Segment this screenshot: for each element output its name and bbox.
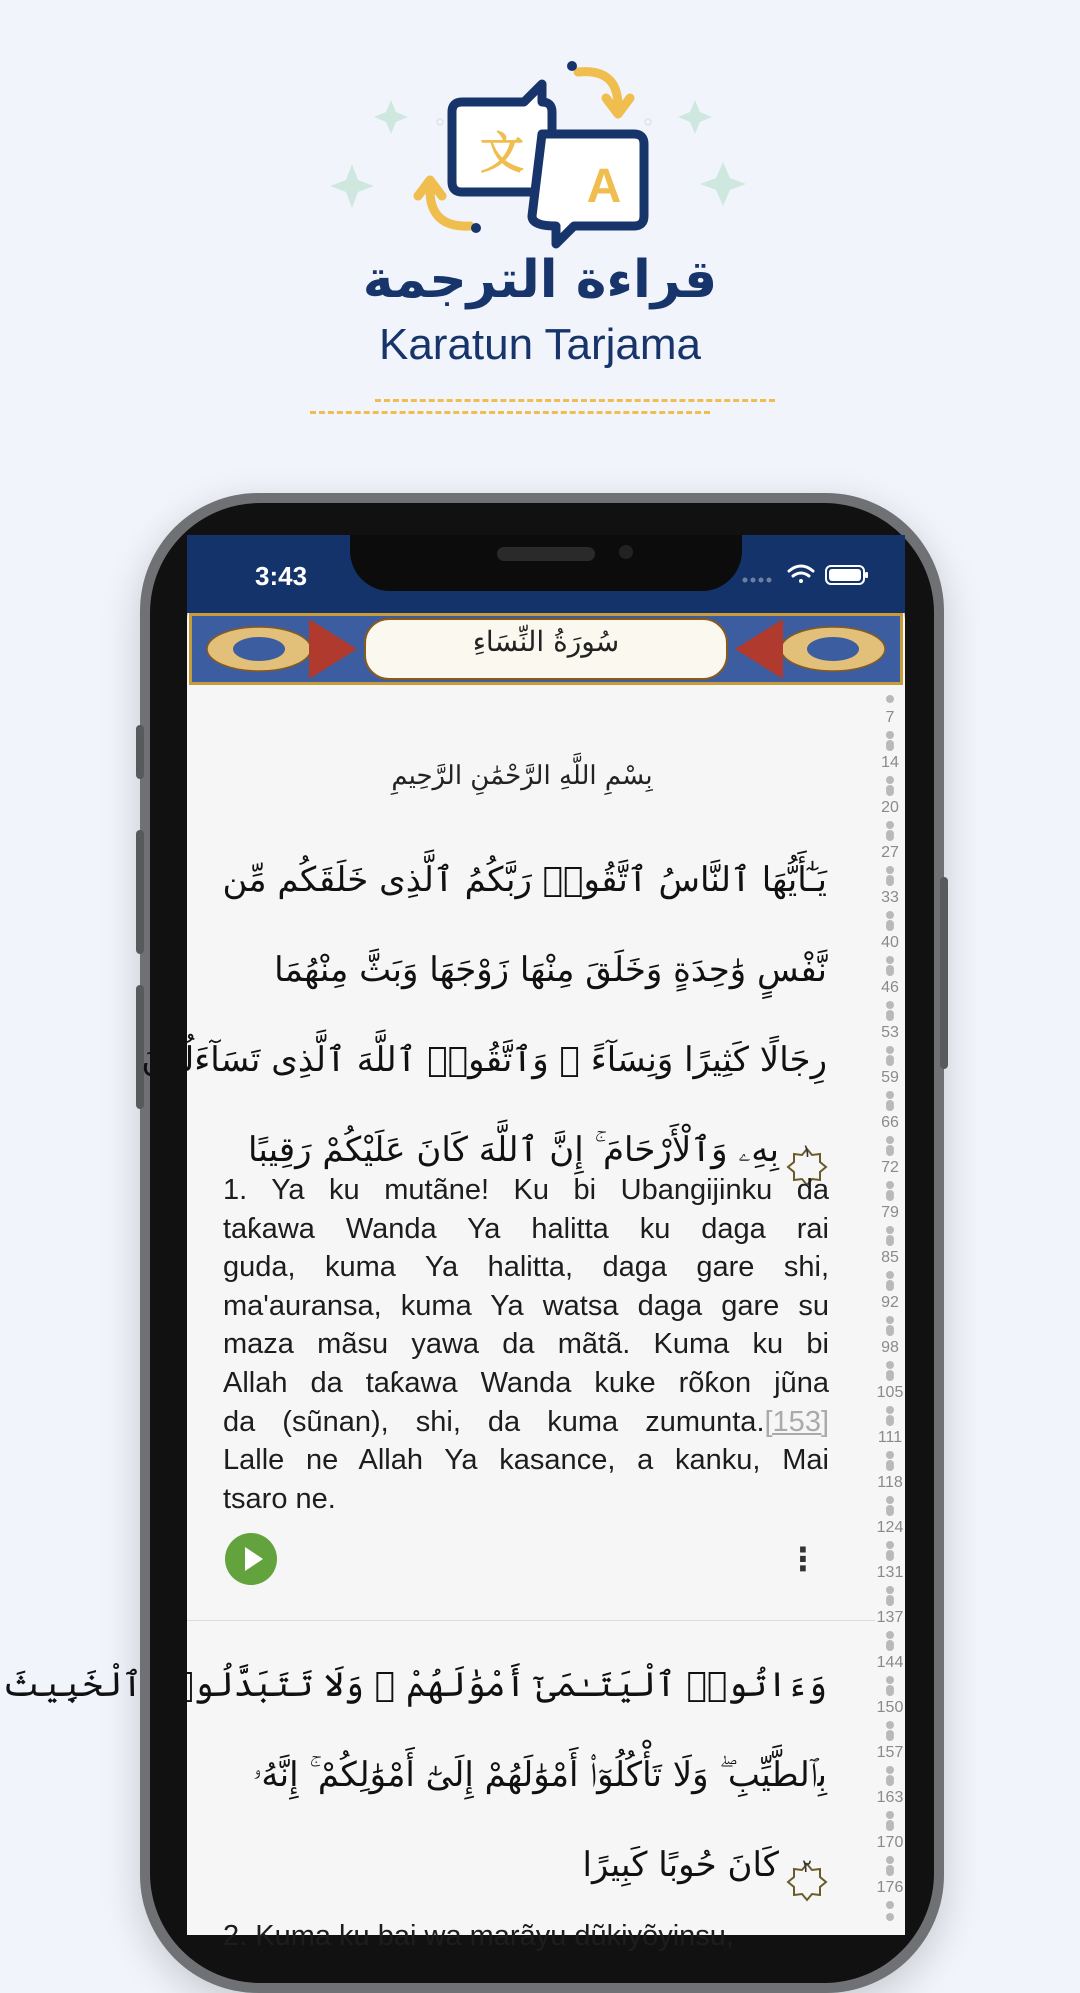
verse-index-dot [886,821,894,829]
decorative-divider [310,411,710,414]
verse-index-dot [886,1100,894,1108]
verse-index-dot [886,866,894,874]
verse-index-dot [886,1055,894,1063]
phone-volume-up [136,830,144,954]
verse-index-dot [886,1766,894,1774]
verse-index-dot [886,1541,894,1549]
verse-index-dot [886,1775,894,1783]
ayah-number: ١ [802,1141,812,1162]
verse-index-dot [886,1505,894,1513]
verse-index-dot [886,1820,894,1828]
verse-index-dot [886,1316,894,1324]
phone-power-button [940,877,948,1069]
verse-index-number[interactable]: 7 [885,709,895,726]
arabic-line: وَءَاتُوا۟ ٱلْيَتَـٰمَىٰٓ أَمْوَٰلَهُمْ ۖ وَلَا تَتَبَدَّلُوا۟ ٱلْخَبِيثَ [2,1665,827,1705]
verse-index-number[interactable]: 20 [881,799,899,816]
more-vertical-icon[interactable]: ⋮ [787,1540,819,1578]
verse-index-dot [886,740,894,748]
verse-divider [187,1620,875,1621]
verse-index-dot [886,1676,894,1684]
verse-index-number[interactable]: 163 [876,1789,904,1806]
verse-index-number[interactable]: 59 [881,1069,899,1086]
verse-index-dot [886,1730,894,1738]
verse-index-dot [886,920,894,928]
arabic-line: كَانَ حُوبًا كَبِيرًا [582,1845,779,1885]
promo-title-arabic: قراءة الترجمة [362,250,718,310]
verse-index-dot [886,1406,894,1414]
verse-index-dot [886,1865,894,1873]
translation-line: guda, kuma Ya halitta, daga gare shi, [223,1251,829,1284]
verse-index-dot [886,785,894,793]
play-audio-button[interactable] [225,1533,277,1585]
verse-index-dot [886,1901,894,1909]
verse-index-number[interactable]: 14 [881,754,899,771]
verse-index-number[interactable]: 72 [881,1159,899,1176]
verse-index-dot [886,1811,894,1819]
status-bar [187,535,905,613]
verse-index-number[interactable]: 170 [876,1834,904,1851]
verse-index-dot [886,695,894,703]
verse-index-dot [886,776,894,784]
phone-camera [619,545,633,559]
verse-index-dot [886,965,894,973]
phone-silent-switch [136,725,144,779]
verse-index-dot [886,1010,894,1018]
verse-index-number[interactable]: 98 [881,1339,899,1356]
verse-index-dot [886,1460,894,1468]
verse-index-number[interactable]: 53 [881,1024,899,1041]
verse-index-number[interactable]: 176 [876,1879,904,1896]
verse-index-dot [886,956,894,964]
verse-index-number[interactable]: 79 [881,1204,899,1221]
verse-index-dot [886,1046,894,1054]
verse-index-number[interactable]: 157 [876,1744,904,1761]
verse-index-dot [886,911,894,919]
verse-2-arabic [2,1640,827,1910]
verse-index-number[interactable]: 27 [881,844,899,861]
verse-index-dot [886,1415,894,1423]
verse-index-dot [886,1235,894,1243]
verse-index-dot [886,1136,894,1144]
verse-index-number[interactable]: 118 [877,1474,903,1491]
decorative-divider [375,399,775,402]
arabic-line: بِهِۦ وَٱلْأَرْحَامَ ۚ إِنَّ ٱللَّهَ كَانَ عَلَيْكُمْ رَقِيبًا [248,1130,779,1170]
ayah-number-marker [787,1132,827,1172]
translation-line: Lalle ne Allah Ya kasance, a kanku, Mai [223,1444,829,1477]
arabic-line: رِجَالًا كَثِيرًا وَنِسَآءً ۚ وَٱتَّقُوا۟ ٱللَّهَ ٱلَّذِى تَسَآءَلُونَ [141,1040,827,1080]
verse-index-dot [886,1856,894,1864]
verse-index-dot [886,1496,894,1504]
translation-line: da (sũnan), shi, da kuma zumunta. [223,1405,765,1438]
verse-index-dot [886,1550,894,1558]
verse-index-number[interactable]: 33 [881,889,899,906]
verse-index-dot [886,1190,894,1198]
verse-1-arabic [141,835,827,1195]
arabic-line: نَّفْسٍ وَٰحِدَةٍ وَخَلَقَ مِنْهَا زَوْجَهَا وَبَثَّ مِنْهُمَا [274,950,827,990]
verse-index-number[interactable]: 85 [881,1249,899,1266]
translation-line: maza mãsu yawa da mãtã. Kuma ku bi [223,1328,829,1361]
verse-index-dot [886,1595,894,1603]
verse-index-number[interactable]: 150 [876,1699,904,1716]
verse-index-dot [886,1586,894,1594]
verse-index-dot [886,1091,894,1099]
arabic-line-last [227,1820,827,1910]
basmala: بِسْمِ اللَّهِ الرَّحْمَٰنِ الرَّحِيمِ [391,761,653,791]
translation-line: 1. Ya ku mutãne! Ku bi Ubangijinku da [223,1174,829,1206]
verse-index-dot [886,1451,894,1459]
verse-index-number[interactable]: 40 [881,934,899,951]
svg-text:A: A [586,160,622,213]
translation-line: 2. Kuma ku bai wa marãyu dũkiyõyinsu, [223,1920,734,1952]
translation-line: Allah da taƙawa Wanda kuke rõƙon jũna [223,1366,829,1399]
verse-index-dot [886,731,894,739]
ayah-number: ٢ [802,1856,812,1877]
translation-line-with-footnote [223,1403,829,1442]
app-screen [2,535,905,1952]
verse-index-dot [886,1631,894,1639]
phone-speaker [497,547,595,561]
verse-index-number[interactable]: 92 [881,1294,899,1311]
verse-1-translation [223,1171,829,1518]
verse-index-dot [886,1370,894,1378]
verse-index-dot [886,1271,894,1279]
svg-text:文: 文 [480,128,524,179]
arabic-line: يَـٰٓأَيُّهَا ٱلنَّاسُ ٱتَّقُوا۟ رَبَّكُمُ ٱلَّذِى خَلَقَكُم مِّن [222,860,827,900]
signal-icon [743,578,772,583]
battery-icon [826,566,868,584]
verse-index-number[interactable]: 46 [881,979,899,996]
status-time: 3:43 [255,561,308,591]
verse-index-dot [886,1226,894,1234]
verse-index-dot [886,1685,894,1693]
verse-index-dot [886,1280,894,1288]
verse-index-dot [886,1361,894,1369]
arabic-line: بِٱلطَّيِّبِ ۖ وَلَا تَأْكُلُوٓا۟ أَمْوَٰلَهُمْ إِلَىٰٓ أَمْوَٰلِكُمْ ۚ إِنَّهُۥ [252,1755,827,1795]
translation-line: taƙawa Wanda Ya halitta ku daga rai [223,1212,829,1245]
wifi-icon [789,566,813,583]
promo-title-english: Karatun Tarjama [378,320,702,369]
verse-index-dot [886,1640,894,1648]
verse-index-number[interactable]: 124 [876,1519,904,1536]
verse-index-number[interactable]: 111 [877,1429,903,1446]
verse-index-number[interactable]: 144 [876,1654,904,1671]
translate-icon [320,50,760,240]
surah-title: سُورَةُ النِّسَاءِ [472,625,620,658]
verse-index-dot [886,875,894,883]
verse-index-number[interactable]: 131 [876,1564,904,1581]
status-icons [740,563,870,587]
verse-index-scrubber[interactable] [875,685,905,1935]
verse-index-dot [886,1913,894,1921]
verse-index-dot [886,1721,894,1729]
verse-index-number[interactable]: 66 [881,1114,899,1131]
verse-index-number[interactable]: 137 [876,1609,904,1626]
translation-line: tsaro ne. [223,1482,336,1515]
reading-pane[interactable] [2,685,905,1952]
translation-line: ma'auransa, kuma Ya watsa daga gare su [223,1289,829,1322]
verse-index-dot [886,1145,894,1153]
phone-notch [350,535,742,591]
verse-index-dot [886,1325,894,1333]
verse-index-number[interactable]: 105 [876,1384,904,1401]
footnote-link[interactable]: [153] [764,1405,829,1438]
verse-index-dot [886,1181,894,1189]
verse-index-dot [886,1001,894,1009]
verse-2-translation [223,1917,829,1956]
ayah-number-marker [787,1847,827,1887]
verse-index-dot [886,830,894,838]
